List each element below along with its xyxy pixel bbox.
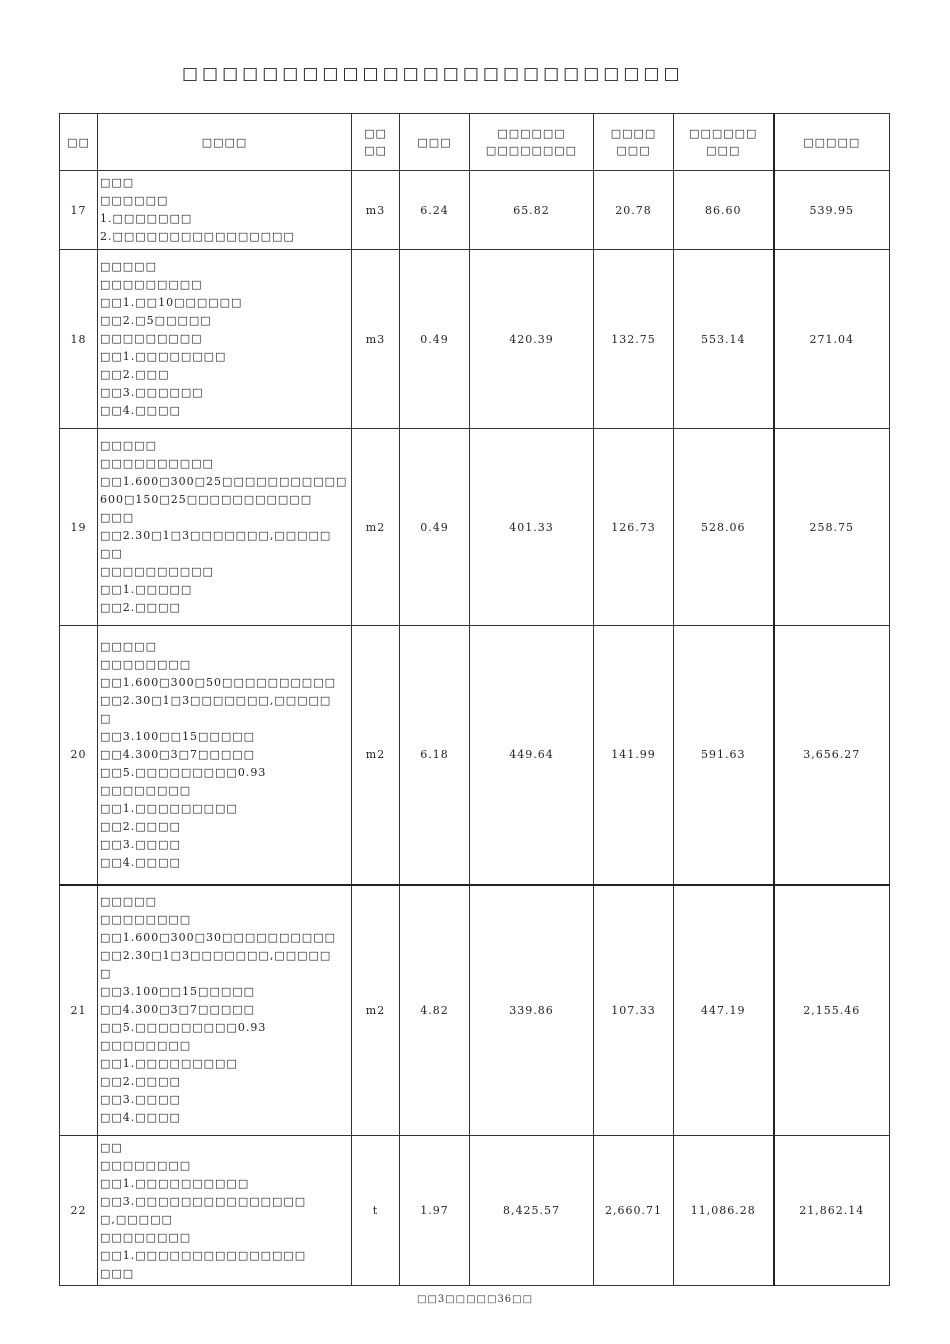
- price2-cell: 132.75: [594, 250, 674, 429]
- description-line: □□1.600□300□50□□□□□□□□□□: [100, 675, 336, 689]
- description-line: □□□□□□□□□: [100, 332, 203, 345]
- description-cell: [98, 1136, 352, 1286]
- header-name: □□□□: [98, 114, 352, 171]
- description-line: □□3.100□□15□□□□□: [100, 729, 256, 743]
- description-line: □□2.□□□□: [100, 819, 181, 833]
- price2-cell: 2,660.71: [594, 1136, 674, 1286]
- unit-cell: m3: [352, 250, 400, 429]
- unit-cell: m2: [352, 626, 400, 885]
- description-line: □: [100, 711, 112, 725]
- total-cell: 21,862.14: [774, 1136, 890, 1286]
- price3-cell: 591.63: [674, 626, 774, 885]
- price2-cell: 20.78: [594, 171, 674, 250]
- quantity-cell: 6.18: [400, 626, 470, 885]
- description-line: □□□□□□□□: [100, 1230, 192, 1244]
- description-line: □□2.30□1□3□□□□□□□,□□□□□: [100, 949, 332, 963]
- header-c3: □□□□□□ □□□: [674, 114, 774, 171]
- quantity-cell: 0.49: [400, 429, 470, 626]
- header-total: □□□□□: [774, 114, 890, 171]
- table-row: [60, 1136, 890, 1286]
- price3-cell: 553.14: [674, 250, 774, 429]
- description-line: □□□□□□□□□: [100, 278, 203, 291]
- description-line: 600□150□25□□□□□□□□□□□: [100, 493, 313, 506]
- price1-cell: 8,425.57: [470, 1136, 594, 1286]
- price1-cell: 401.33: [470, 429, 594, 626]
- description-line: □□2.□□□□: [100, 601, 181, 614]
- quantity-cell: 6.24: [400, 171, 470, 250]
- description-cell: [98, 429, 352, 626]
- description-line: □□4.300□3□7□□□□□: [100, 1003, 256, 1017]
- description-cell: [98, 250, 352, 429]
- price3-cell: 447.19: [674, 885, 774, 1136]
- header-unit: □□ □□: [352, 114, 400, 171]
- description-line: □□□□□□□□□□: [100, 565, 214, 578]
- description-line: □□□: [100, 176, 135, 189]
- description-cell: [98, 885, 352, 1136]
- description-line: □□□□□□□□: [100, 1158, 192, 1172]
- description-line: □□4.□□□□: [100, 404, 181, 417]
- price2-cell: 126.73: [594, 429, 674, 626]
- table-row: [60, 171, 890, 250]
- total-cell: 271.04: [774, 250, 890, 429]
- description-line: □□□□□□□□: [100, 913, 192, 927]
- unit-cell: m2: [352, 885, 400, 1136]
- description-line: 1.□□□□□□□: [100, 212, 193, 225]
- total-cell: 258.75: [774, 429, 890, 626]
- description-line: □□4.□□□□: [100, 855, 181, 869]
- description-line: □□1.□□□□□□□□□□: [100, 1176, 250, 1190]
- price2-cell: 107.33: [594, 885, 674, 1136]
- description-line: □□1.□□□□□: [100, 583, 193, 596]
- description-line: □□1.□□□□□□□□□□□□□□□: [100, 1248, 307, 1262]
- unit-cell: t: [352, 1136, 400, 1286]
- table-row: [60, 429, 890, 626]
- price3-cell: 528.06: [674, 429, 774, 626]
- description-line: □□1.□□□□□□□□□: [100, 1057, 238, 1071]
- seq-cell: 17: [60, 171, 98, 250]
- price1-cell: 339.86: [470, 885, 594, 1136]
- description-line: □□1.600□300□30□□□□□□□□□□: [100, 931, 336, 945]
- description-line: □□: [100, 1140, 123, 1154]
- unit-cell: m3: [352, 171, 400, 250]
- page-footer: □□3□□□□□36□□: [416, 1294, 534, 1305]
- description-line: □□5.□□□□□□□□□0.93: [100, 765, 267, 779]
- price1-cell: 449.64: [470, 626, 594, 885]
- description-line: □: [100, 967, 112, 981]
- description-line: □□□□□: [100, 439, 157, 452]
- description-line: □□1.600□300□25□□□□□□□□□□□: [100, 475, 348, 488]
- description-line: □□3.□□□□□□□□□□□□□□□: [100, 1194, 307, 1208]
- page-title: □□□□□□□□□□□□□□□□□□□□□□□□□: [182, 64, 684, 84]
- description-line: □□4.□□□□: [100, 1111, 181, 1125]
- total-cell: 3,656.27: [774, 626, 890, 885]
- description-line: □□: [100, 547, 123, 560]
- price1-cell: 65.82: [470, 171, 594, 250]
- description-cell: [98, 626, 352, 885]
- price2-cell: 141.99: [594, 626, 674, 885]
- price3-cell: 86.60: [674, 171, 774, 250]
- quantity-cell: 4.82: [400, 885, 470, 1136]
- header-c2: □□□□ □□□: [594, 114, 674, 171]
- description-line: □□□: [100, 511, 135, 524]
- price1-cell: 420.39: [470, 250, 594, 429]
- description-line: □□2.□□□□: [100, 1075, 181, 1089]
- description-line: □□2.30□1□3□□□□□□□,□□□□□: [100, 529, 332, 542]
- description-line: □□3.□□□□□□: [100, 386, 204, 399]
- description-line: □□□□□□□□: [100, 783, 192, 797]
- seq-cell: 20: [60, 626, 98, 885]
- header-qty: □□□: [400, 114, 470, 171]
- description-line: □□1.□□10□□□□□□: [100, 296, 243, 309]
- unit-cell: m2: [352, 429, 400, 626]
- seq-cell: 22: [60, 1136, 98, 1286]
- description-cell: [98, 171, 352, 250]
- table-row: [60, 250, 890, 429]
- description-line: □,□□□□□: [100, 1212, 173, 1226]
- header-row: [60, 114, 890, 171]
- description-line: □□3.□□□□: [100, 837, 181, 851]
- description-line: □□□□□□□□□□: [100, 457, 214, 470]
- description-line: □□□□□: [100, 639, 157, 653]
- total-cell: 2,155.46: [774, 885, 890, 1136]
- description-line: □□□□□□□□: [100, 657, 192, 671]
- description-line: □□3.□□□□: [100, 1093, 181, 1107]
- header-seq: □□: [60, 114, 98, 171]
- quantity-cell: 0.49: [400, 250, 470, 429]
- description-line: □□1.□□□□□□□□: [100, 350, 227, 363]
- description-line: □□2.30□1□3□□□□□□□,□□□□□: [100, 693, 332, 707]
- description-line: □□□: [100, 1266, 135, 1280]
- quantity-cell: 1.97: [400, 1136, 470, 1286]
- total-cell: 539.95: [774, 171, 890, 250]
- description-line: □□□□□: [100, 895, 157, 909]
- header-c1: □□□□□□ □□□□□□□□: [470, 114, 594, 171]
- seq-cell: 19: [60, 429, 98, 626]
- table-row: [60, 626, 890, 885]
- description-line: □□□□□: [100, 260, 157, 273]
- description-line: □□□□□□□□: [100, 1039, 192, 1053]
- description-line: □□2.□□□: [100, 368, 170, 381]
- description-line: □□4.300□3□7□□□□□: [100, 747, 256, 761]
- quote-table: [59, 113, 890, 1286]
- description-line: □□2.□5□□□□□: [100, 314, 212, 327]
- table-row: [60, 885, 890, 1136]
- seq-cell: 21: [60, 885, 98, 1136]
- price3-cell: 11,086.28: [674, 1136, 774, 1286]
- seq-cell: 18: [60, 250, 98, 429]
- description-line: □□1.□□□□□□□□□: [100, 801, 238, 815]
- description-line: 2.□□□□□□□□□□□□□□□□: [100, 230, 295, 243]
- description-line: □□5.□□□□□□□□□0.93: [100, 1021, 267, 1035]
- description-line: □□□□□□: [100, 194, 169, 207]
- description-line: □□3.100□□15□□□□□: [100, 985, 256, 999]
